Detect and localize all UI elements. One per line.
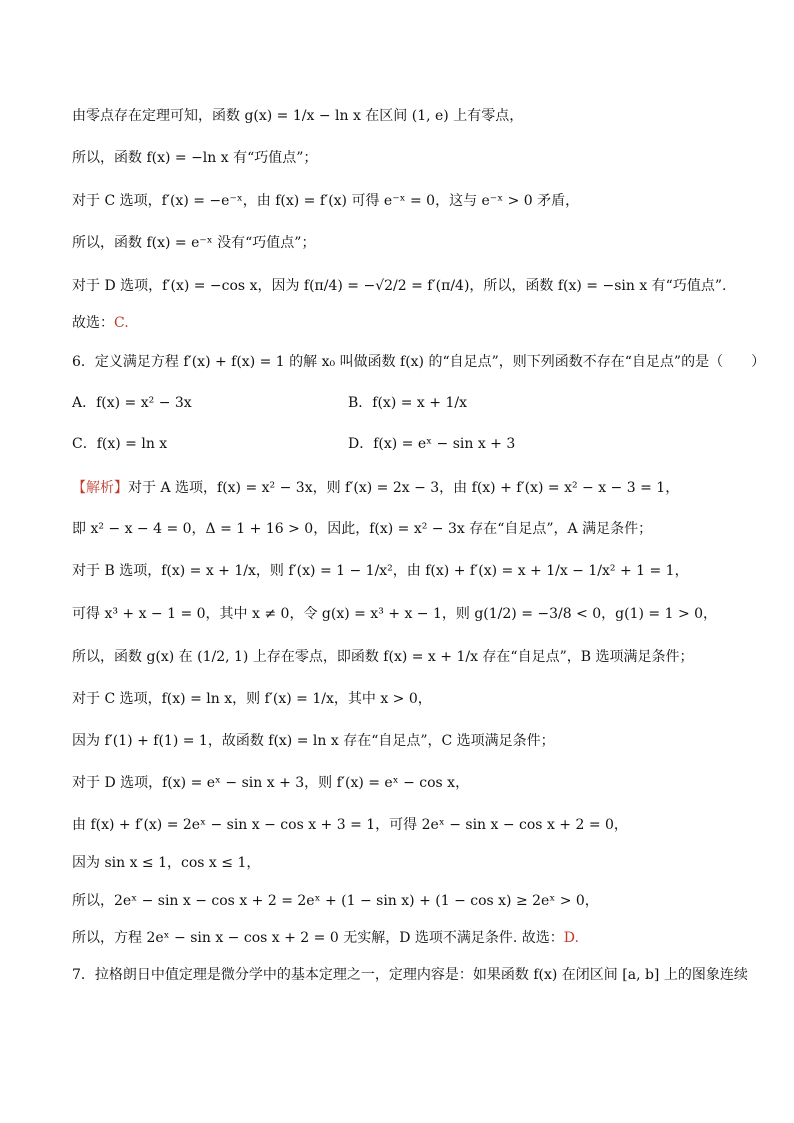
solution-line-7: 因为 f′(1) + f(1) = 1，故函数 f(x) = ln x 存在“自足点”，C 选项满足条件； <box>72 733 555 749</box>
text-line-5: 对于 D 选项，f′(x) = −cos x，因为 f(π/4) = −√2/2 = f′(π/4)，所以，函数 f(x) = −sin x 有“巧值点”. <box>72 278 727 294</box>
question-7: 7．拉格朗日中值定理是微分学中的基本定理之一，定理内容是：如果函数 f(x) 在闭区间 [a, b] 上的图象连续 <box>72 967 748 983</box>
option-c: C．f(x) = ln x <box>72 436 168 452</box>
question-6: 6．定义满足方程 f′(x) + f(x) = 1 的解 x₀ 叫做函数 f(x) 的“自足点”，则下列函数不存在“自足点”的是（ ） <box>72 354 766 370</box>
option-d: D．f(x) = eˣ − sin x + 3 <box>348 436 516 452</box>
analysis-tag: 【解析】 <box>72 480 128 496</box>
text-line-6 <box>72 313 734 333</box>
text-line-2: 所以，函数 f(x) = −ln x 有“巧值点”； <box>72 150 318 166</box>
solution-line-5: 所以，函数 g(x) 在 (1/2, 1) 上存在零点，即函数 f(x) = x + 1/x 存在“自足点”，B 选项满足条件； <box>72 649 694 665</box>
answer-c: C. <box>114 315 129 331</box>
solution-line-3: 对于 B 选项，f(x) = x + 1/x，则 f′(x) = 1 − 1/x²，由 f(x) + f′(x) = x + 1/x − 1/x² + 1 = 1， <box>72 563 689 579</box>
solution-line-4: 可得 x³ + x − 1 = 0，其中 x ≠ 0，令 g(x) = x³ + x − 1，则 g(1/2) = −3/8 < 0，g(1) = 1 > 0， <box>72 606 718 622</box>
solution-line-6: 对于 C 选项，f(x) = ln x，则 f′(x) = 1/x，其中 x > 0， <box>72 691 432 707</box>
solution-line-8: 对于 D 选项，f(x) = eˣ − sin x + 3，则 f′(x) = eˣ − cos x， <box>72 775 470 791</box>
option-a: A．f(x) = x² − 3x <box>72 395 192 411</box>
choose-label: 故选： <box>72 315 114 331</box>
answer-d: D. <box>563 930 579 946</box>
text-line-4: 所以，函数 f(x) = e⁻ˣ 没有“巧值点”； <box>72 235 316 251</box>
option-b: B．f(x) = x + 1/x <box>348 395 467 411</box>
solution-line-2: 即 x² − x − 4 = 0，Δ = 1 + 16 > 0，因此，f(x) = x² − 3x 存在“自足点”，A 满足条件； <box>72 521 653 537</box>
solution-line-12 <box>72 928 734 948</box>
solution-line-11: 所以，2eˣ − sin x − cos x + 2 = 2eˣ + (1 − sin x) + (1 − cos x) ≥ 2eˣ > 0， <box>72 893 599 909</box>
solution-d-text: 所以，方程 2eˣ − sin x − cos x + 2 = 0 无实解，D 选项不满足条件. 故选： <box>72 930 564 946</box>
text-line-3: 对于 C 选项，f′(x) = −e⁻ˣ，由 f(x) = f′(x) 可得 e⁻ˣ = 0，这与 e⁻ˣ > 0 矛盾， <box>72 193 580 209</box>
text-line-1: 由零点存在定理可知，函数 g(x) = 1/x − ln x 在区间 (1, e) 上有零点， <box>72 108 524 124</box>
solution-line-9: 由 f(x) + f′(x) = 2eˣ − sin x − cos x + 3 = 1，可得 2eˣ − sin x − cos x + 2 = 0， <box>72 817 628 833</box>
solution-a-text: 对于 A 选项，f(x) = x² − 3x，则 f′(x) = 2x − 3，由 f(x) + f′(x) = x² − x − 3 = 1， <box>128 480 680 496</box>
solution-line-1 <box>72 478 734 498</box>
solution-line-10: 因为 sin x ≤ 1，cos x ≤ 1， <box>72 855 261 871</box>
